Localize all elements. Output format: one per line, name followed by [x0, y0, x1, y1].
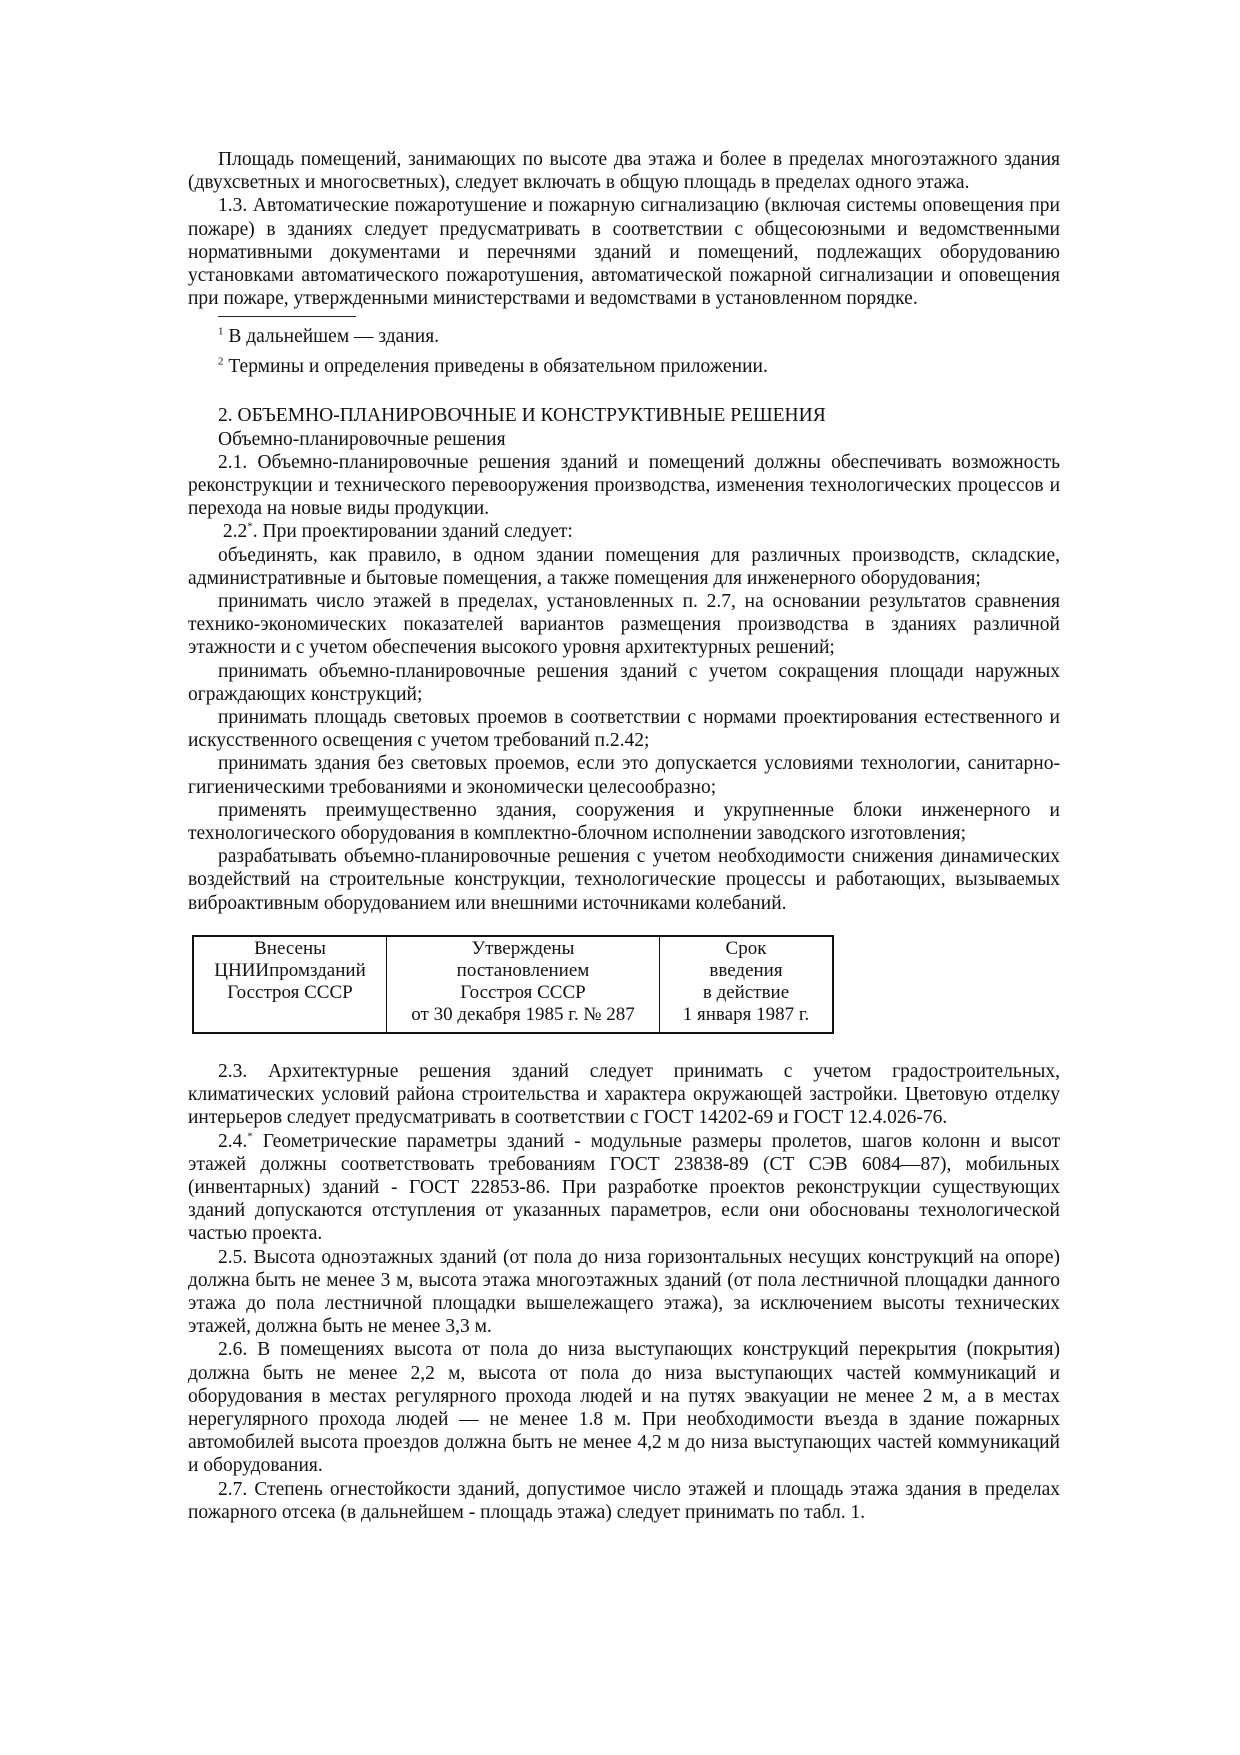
document-page	[188, 148, 1060, 1524]
cell-line: Госстроя СССР	[460, 981, 586, 1003]
cell-line: Госстроя СССР	[227, 981, 353, 1003]
paragraph-2-4	[188, 1130, 1060, 1246]
paragraph-floor-area: Площадь помещений, занимающих по высоте два этажа и более в пределах многоэтажного здания (двухсветных и многосветных), следует включать в общую площадь в пределах одного этажа.	[188, 149, 1060, 194]
list-item: принимать площадь световых проемов в соответствии с нормами проектирования естественного и искусственного освещения с учетом требований п.2.42;	[188, 707, 1060, 752]
cell-line: 1 января 1987 г.	[682, 1003, 810, 1025]
paragraph-2-7: 2.7. Степень огнестойкости зданий, допустимое число этажей и площадь этажа здания в пределах пожарного отсека (в дальнейшем - площадь этажа) следует принимать по табл. 1.	[188, 1478, 1060, 1523]
paragraph-2-2-number: 2.2	[222, 521, 248, 543]
section-subheading: Объемно-планировочные решения	[218, 428, 506, 450]
list-item: принимать объемно-планировочные решения зданий с учетом сокращения площади наружных ограждающих конструкций;	[188, 660, 1060, 705]
list-item: принимать число этажей в пределах, установленных п. 2.7, на основании результатов сравнения технико-экономических показателей вариантов размещения производства в зданиях различной этажности и с учетом обеспечения высокого уровня архитектурных решений;	[188, 591, 1060, 659]
section-heading: 2. ОБЪЕМНО-ПЛАНИРОВОЧНЫЕ И КОНСТРУКТИВНЫЕ РЕШЕНИЯ	[218, 405, 826, 427]
footnote-1-text: В дальнейшем — здания.	[228, 326, 440, 348]
cell-line: введения	[709, 959, 783, 981]
paragraph-2-4-mark: *	[247, 1130, 253, 1142]
paragraph-2-5: 2.5. Высота одноэтажных зданий (от пола до низа горизонтальных несущих конструкций на опоре) должна быть не менее 3 м, высота этажа многоэтажных зданий (от пола лестничной площадки данного этажа до пола лестничной площадки вышележащего этажа), за исключением высоты технических этажей, должна быть не менее 3,3 м.	[188, 1246, 1060, 1338]
paragraph-2-4-number: 2.4.	[218, 1130, 248, 1152]
introduction-info-table	[192, 935, 834, 1034]
cell-line: Утверждены	[471, 937, 575, 959]
paragraph-2-2	[188, 520, 1060, 543]
paragraph-1-3: 1.3. Автоматические пожаротушение и пожарную сигнализацию (включая системы оповещения при пожаре) в зданиях следует предусматривать в соответствии с общесоюзными и ведомственными нормативными документами и перечнями зданий и помещений, подлежащих оборудованию установками автоматического пожаротушения, автоматической пожарной сигнализации и оповещения при пожаре, утвержденными министерствами и ведомствами в установленном порядке.	[188, 195, 1060, 310]
paragraph-2-2-mark: *	[247, 520, 253, 533]
list-item: разрабатывать объемно-планировочные решения с учетом необходимости снижения динамических воздействий на строительные конструкции, технологические процессы и работающих, вызываемых виброактивным оборудованием или внешними источниками колебаний.	[188, 846, 1060, 914]
cell-line: Срок	[725, 937, 767, 959]
cell-line: постановлением	[456, 959, 590, 981]
list-item: объединять, как правило, в одном здании помещения для различных производств, складские, административные и бытовые помещения, а также помещения для инженерного оборудования;	[188, 544, 1060, 589]
paragraph-2-6: 2.6. В помещениях высота от пола до низа выступающих конструкций перекрытия (покрытия) должна быть не менее 2,2 м, высота от пола до низа выступающих частей коммуникаций и оборудования в местах регулярного прохода людей и на путях эвакуации не менее 2 м, а в местах нерегулярного прохода людей — не менее 1.8 м. При необходимости въезда в здание пожарных автомобилей высота проездов должна быть не менее 4,2 м до низа выступающих частей коммуникаций и оборудования.	[188, 1339, 1060, 1477]
approved-by-cell	[387, 936, 660, 1033]
footnote-1	[188, 322, 1060, 352]
list-item: применять преимущественно здания, сооружения и укрупненные блоки инженерного и технологического оборудования в комплектно-блочном исполнении заводского изготовления;	[188, 799, 1060, 845]
cell-line: Внесены	[254, 937, 326, 959]
footnote-2-text: Термины и определения приведены в обязательном приложении.	[228, 356, 768, 378]
paragraph-2-2-text: . При проектировании зданий следует:	[252, 521, 573, 543]
paragraph-2-4-text: Геометрические параметры зданий - модульные размеры пролетов, шагов колонн и высот этажей должны соответствовать требованиям ГОСТ 23838-89 (СТ СЭВ 6084—87), мобильных (инвентарных) зданий - ГОСТ 22853-86. При разработке проектов реконструкции существующих зданий допускаются отступления от указанных параметров, если они обоснованы технологической частью проекта.	[188, 1130, 1060, 1245]
cell-line: ЦНИИпромзданий	[214, 959, 366, 981]
footnote-2	[188, 352, 1060, 382]
paragraph-2-1: 2.1. Объемно-планировочные решения зданий и помещений должны обеспечивать возможность реконструкции и технического перевооружения производства, изменения технологических процессов и перехода на новые виды продукции.	[188, 451, 1060, 520]
footnote-1-mark: 1	[218, 325, 224, 338]
effective-date-cell	[660, 936, 834, 1033]
list-item: принимать здания без световых проемов, если это допускается условиями технологии, санитарно-гигиеническими требованиями и экономически целесообразно;	[188, 753, 1060, 798]
cell-line: от 30 декабря 1985 г. № 287	[411, 1003, 635, 1025]
footnote-divider	[218, 316, 356, 317]
paragraph-2-3: 2.3. Архитектурные решения зданий следует принимать с учетом градостроительных, климатических условий района строительства и характера окружающей застройки. Цветовую отделку интерьеров следует предусматривать в соответствии с ГОСТ 14202-69 и ГОСТ 12.4.026-76.	[188, 1060, 1060, 1129]
introduced-by-cell	[193, 936, 387, 1033]
section-gap	[188, 382, 1060, 404]
footnote-2-mark: 2	[218, 355, 224, 368]
cell-line: в действие	[702, 981, 790, 1003]
